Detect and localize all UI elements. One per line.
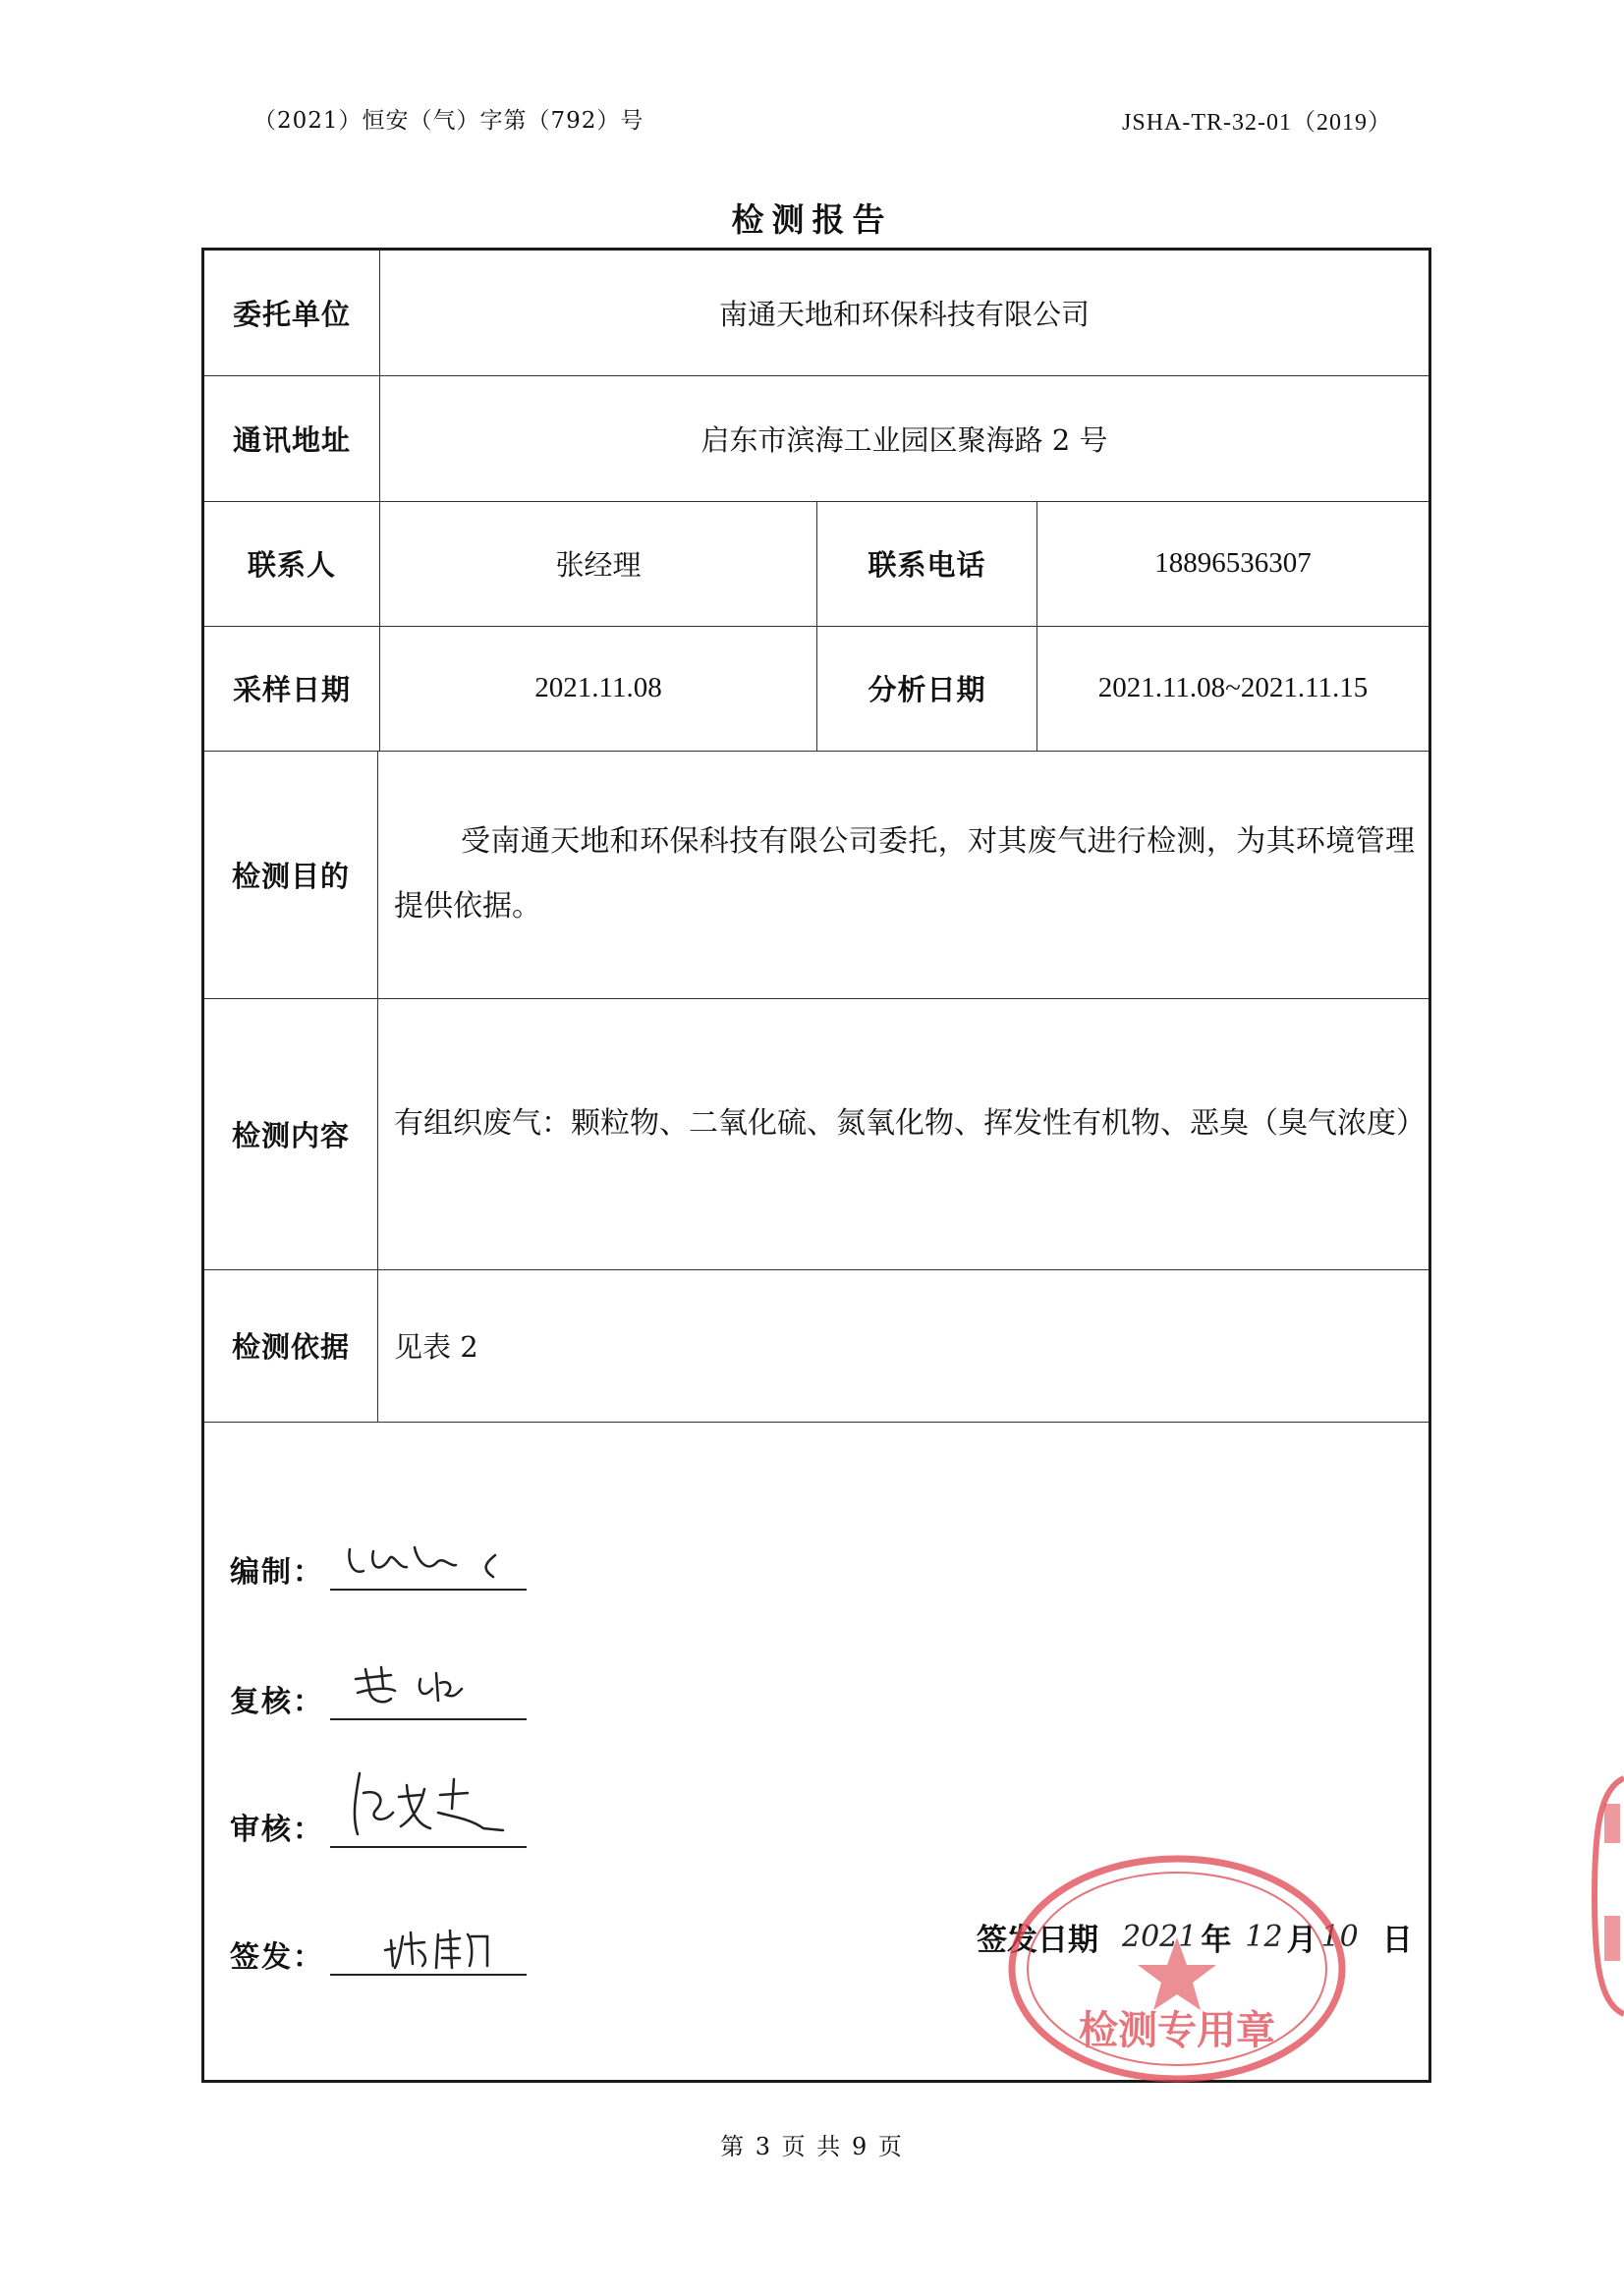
prepared-signature (330, 1530, 527, 1591)
content-value: 颗粒物、二氧化硫、氮氧化物、挥发性有机物、恶臭（臭气浓度） (571, 1106, 1426, 1141)
purpose-row (204, 751, 1428, 999)
sampling-date-value: 2021.11.08 (379, 626, 816, 751)
client-row (204, 251, 1428, 376)
seal-text: 检测专用章 (1079, 2008, 1275, 2053)
issue-day: 10 (1320, 1920, 1359, 1954)
client-value: 南通天地和环保科技有限公司 (379, 251, 1428, 375)
issue-year-suffix: 年 (1201, 1923, 1232, 1958)
basis-label: 检测依据 (231, 1330, 350, 1364)
report-form (201, 248, 1431, 2083)
dates-row (204, 626, 1428, 752)
prepared-label: 编制： (230, 1555, 324, 1590)
address-value: 启东市滨海工业园区聚海路 2 号 (379, 375, 1428, 501)
issue-day-suffix: 日 (1381, 1923, 1413, 1958)
audited-row (230, 1787, 527, 1848)
content-label: 检测内容 (231, 1118, 350, 1152)
issue-year: 2021 (1122, 1920, 1198, 1954)
phone-label: 联系电话 (816, 501, 1036, 626)
content-row (204, 998, 1428, 1270)
form-code: JSHA-TR-32-01（2019） (1122, 110, 1392, 136)
reviewed-row (230, 1659, 527, 1720)
report-title: 检测报告 (731, 200, 893, 239)
issue-date-label: 签发日期 (977, 1923, 1098, 1958)
address-label: 通讯地址 (232, 422, 351, 457)
address-row (204, 375, 1428, 502)
page-footer: 第 3 页 共 9 页 (720, 2133, 904, 2160)
issue-month: 12 (1245, 1920, 1283, 1954)
issued-label: 签发： (230, 1940, 324, 1975)
audited-label: 审核： (230, 1813, 324, 1847)
purpose-label: 检测目的 (231, 859, 350, 893)
sampling-date-label: 采样日期 (232, 673, 351, 706)
reviewed-label: 复核： (230, 1685, 324, 1719)
prepared-row (230, 1530, 527, 1591)
basis-value: 见表 2 (377, 1269, 1428, 1422)
contact-value: 张经理 (379, 501, 816, 626)
document-number: （2021）恒安（气）字第（792）号 (253, 108, 644, 134)
content-cell (377, 998, 1428, 1269)
client-label: 委托单位 (232, 298, 351, 331)
reviewed-signature (330, 1659, 527, 1720)
purpose-value: 受南通天地和环保科技有限公司委托，对其废气进行检测，为其环境管理提供依据。 (377, 751, 1428, 998)
analysis-date-value: 2021.11.08~2021.11.15 (1036, 626, 1428, 751)
phone-value: 18896536307 (1036, 501, 1428, 626)
analysis-date-label: 分析日期 (816, 626, 1036, 751)
audited-signature (330, 1787, 527, 1848)
issued-row (230, 1915, 527, 1976)
issued-signature (330, 1915, 527, 1976)
contact-label: 联系人 (247, 548, 336, 582)
content-prefix: 有组织废气： (394, 1106, 571, 1141)
issue-month-suffix: 月 (1286, 1923, 1317, 1958)
basis-row (204, 1269, 1428, 1423)
inspection-seal (1002, 1847, 1356, 2093)
edge-seal (1591, 1768, 1624, 2024)
contact-row (204, 501, 1428, 627)
